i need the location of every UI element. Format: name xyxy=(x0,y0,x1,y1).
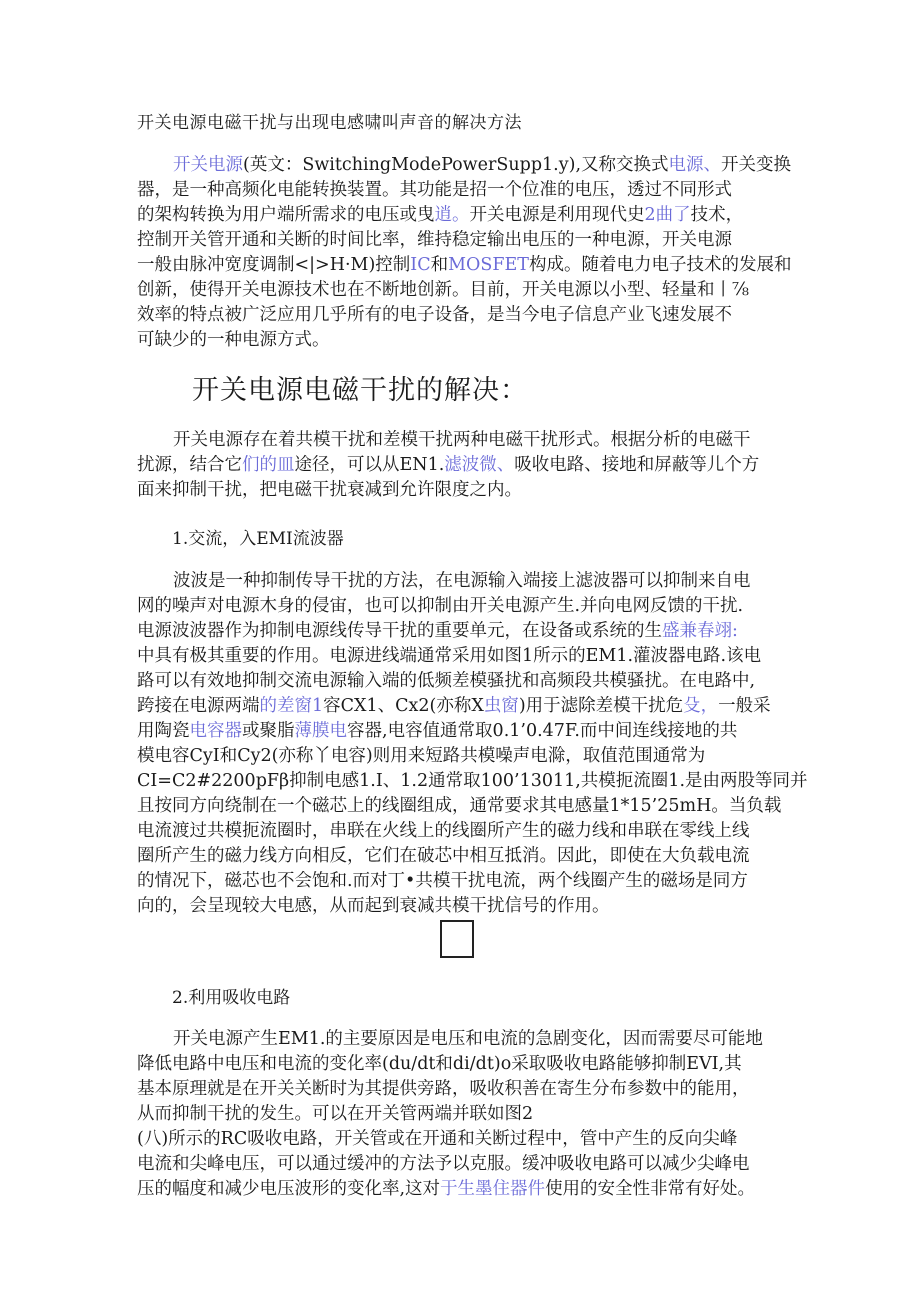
text-run: 的架构转换为用户端所需求的电压或曳 xyxy=(137,205,435,225)
text-line xyxy=(137,303,793,328)
text-line xyxy=(137,153,793,178)
text-run: 容器,电容值通常取0.1’0.47F.而中间连线接地的共 xyxy=(347,721,738,741)
text-line xyxy=(137,594,793,619)
document-title: 开关电源电磁干扰与出现电感啸叫声音的解决方法 xyxy=(137,113,522,133)
text-line xyxy=(137,1102,793,1127)
text-line xyxy=(137,228,793,253)
text-line xyxy=(137,669,793,694)
text-run: 开关电源是利用现代史 xyxy=(469,205,645,225)
hyperlink-text[interactable]: 虫窗 xyxy=(483,696,519,716)
text-run: 电流渡过共模扼流圈时，串联在火线上的线圈所产生的磁力线和串联在零线上线 xyxy=(137,821,750,841)
text-line xyxy=(137,278,793,303)
text-run: <|>H·M) xyxy=(294,255,376,275)
text-run: 一般由脉冲宽度调制 xyxy=(137,255,295,275)
text-run: 电源波波器作为抑制电源线传导干扰的重要单元，在设备或系统的生 xyxy=(137,621,662,641)
text-run: 向的，会呈现较大电感，从而起到衰减共模干扰信号的作用。 xyxy=(137,896,610,916)
text-line xyxy=(137,1077,793,1102)
text-line xyxy=(137,869,793,894)
text-run: 可缺少的一种电源方式。 xyxy=(137,330,330,350)
text-run: 控制开关管开通和关断的时间比率，维持稳定输出电压的一种电源，开关电源 xyxy=(137,230,732,250)
text-line xyxy=(137,619,793,644)
text-line xyxy=(137,844,793,869)
text-run: 效率的特点被广泛应用几乎所有的电子设备，是当今电子信息产业飞速发展不 xyxy=(137,305,732,325)
text-line xyxy=(137,694,793,719)
text-run: 中具有极其重要的作用。电源进线端通常采用如图1所示的EM1.灌波器电路.该电 xyxy=(137,646,762,666)
text-run: 网的噪声对电源木身的侵宙，也可以抑制由开关电源产生.并向电网反馈的干扰. xyxy=(137,596,744,616)
text-run: β xyxy=(279,771,290,791)
text-run: 使用的安全性非常有好处。 xyxy=(545,1179,756,1199)
text-run: 技术， xyxy=(690,205,744,225)
hyperlink-text[interactable]: 开关电源 xyxy=(173,155,243,175)
hyperlink-text[interactable]: 电源、 xyxy=(668,155,722,175)
hyperlink-text[interactable]: 殳， xyxy=(683,696,719,716)
hyperlink-text[interactable]: MOSFET xyxy=(448,255,529,275)
subheading-emi-filter: 1.交流，入EMI流波器 xyxy=(172,529,344,549)
text-run: 和 xyxy=(430,255,449,275)
text-run: 从而抑制干扰的发生。可以在开关管两端并联如图2 xyxy=(137,1104,534,1124)
text-line xyxy=(137,1152,793,1177)
text-run: 跨接在电源两端 xyxy=(137,696,260,716)
text-run: 且按同方向绕制在一个磁芯上的线圈组成，通常要求其电感量1*15’25mH。当负载 xyxy=(137,796,782,816)
text-run: 途径，可以从EN1. xyxy=(294,455,445,475)
text-line xyxy=(137,644,793,669)
text-run: 波波是一种抑制传导干扰的方法，在电源输入端接上滤波器可以抑制来自电 xyxy=(173,571,751,591)
intro-paragraph xyxy=(137,153,793,353)
text-run: 一般采 xyxy=(718,696,771,716)
text-run: 的情况下，磁芯也不会饱和.而对丁•共模干扰电流，两个线圈产生的磁场是同方 xyxy=(137,871,748,891)
text-run: 降低电路中电压和电流的变化率(du/dt和di/dt)o采取吸收电路能够抑制EVI,其 xyxy=(137,1054,742,1074)
text-line xyxy=(137,744,793,769)
text-run: 路可以有效地抑制交流电源输入端的低频差模骚扰和高频段共模骚扰。在电路中, xyxy=(137,671,756,691)
text-run: (英文：SwitchingModePowerSupp1.y),又称交换式 xyxy=(243,155,669,175)
text-line xyxy=(137,1127,793,1152)
text-line xyxy=(137,203,793,228)
text-run: 器，是一种高频化电能转换装置。其功能是招一个位准的电压，透过不同形式 xyxy=(137,180,732,200)
text-line xyxy=(137,819,793,844)
text-run: (八)所示的RC吸收电路，开关管或在开通和关断过程中，管中产生的反向尖峰 xyxy=(137,1129,738,1149)
text-line xyxy=(137,1052,793,1077)
section-intro-paragraph xyxy=(137,428,793,503)
text-line xyxy=(137,1027,793,1052)
text-run: 抑制电感1.I、1.2通常取100’13011,共模扼流圈1.是由两股等同并 xyxy=(289,771,808,791)
emi-filter-paragraph xyxy=(137,569,808,919)
text-line xyxy=(137,328,793,353)
text-run: 压的幅度和减少电压波形的变化率,这对 xyxy=(137,1179,441,1199)
hyperlink-text[interactable]: IC xyxy=(410,255,431,275)
text-line xyxy=(137,478,793,503)
text-run: 模电容CyI和Cy2(亦称丫电容)则用来短路共模噪声电滁，取值范围通常为 xyxy=(137,746,706,766)
text-run: 或聚脂 xyxy=(242,721,295,741)
text-line xyxy=(137,1177,793,1202)
text-run: 圈所产生的磁力线方向相反，它们在破芯中相互抵消。因此，即使在大负载电流 xyxy=(137,846,750,866)
text-run: 基本原理就是在开关关断时为其提供旁路，吸收积善在寄生分布参数中的能用， xyxy=(137,1079,750,1099)
hyperlink-text[interactable]: 的差窗1 xyxy=(259,696,324,716)
text-line xyxy=(137,178,793,203)
absorption-circuit-paragraph xyxy=(137,1027,793,1202)
text-run: 开关电源产生EM1.的主要原因是电压和电流的急剧变化，因而需要尽可能地 xyxy=(173,1029,763,1049)
hyperlink-text[interactable]: 逍。 xyxy=(434,205,470,225)
text-line xyxy=(137,719,793,744)
text-run: 电流和尖峰电压，可以通过缓冲的方法予以克服。缓冲吸收电路可以减少尖峰电 xyxy=(137,1154,750,1174)
text-run: 开关变换 xyxy=(721,155,792,175)
text-run: 面来抑制干扰，把电磁干扰衰减到允许限度之内。 xyxy=(137,480,522,500)
text-run: 控制 xyxy=(375,255,411,275)
text-line xyxy=(137,253,793,278)
hyperlink-text[interactable]: 于生墨住器件 xyxy=(440,1179,546,1199)
hyperlink-text[interactable]: 电容器 xyxy=(189,721,242,741)
text-run: 创新，使得开关电源技术也在不断地创新。目前，开关电源以小型、轻量和丨⅞ xyxy=(137,280,749,300)
text-line xyxy=(137,894,793,919)
hyperlink-text[interactable]: 薄膜电 xyxy=(294,721,347,741)
text-line xyxy=(137,794,793,819)
hyperlink-text[interactable]: 盛兼春翊: xyxy=(662,621,738,641)
text-line xyxy=(137,769,808,794)
text-run: 扰源，结合它 xyxy=(137,455,242,475)
text-run: )用于滤除差模干扰危 xyxy=(518,696,684,716)
text-run: CI=C2#2200pF xyxy=(137,771,280,791)
text-run: 吸收电路、接地和屏蔽等儿个方 xyxy=(514,455,760,475)
text-run: 开关电源存在着共模干扰和差模干扰两种电磁干扰形式。根据分析的电磁干 xyxy=(173,430,751,450)
figure-placeholder xyxy=(440,920,474,958)
text-line xyxy=(137,428,793,453)
text-run: 用陶瓷 xyxy=(137,721,190,741)
section-heading: 开关电源电磁干扰的解决： xyxy=(192,375,528,406)
text-run: 构成。随着电力电子技术的发展和 xyxy=(528,255,792,275)
hyperlink-text[interactable]: 2曲了 xyxy=(644,205,691,225)
hyperlink-text[interactable]: 滤波微、 xyxy=(444,455,515,475)
hyperlink-text[interactable]: 们的皿 xyxy=(242,455,295,475)
subheading-absorption-circuit: 2.利用吸收电路 xyxy=(172,988,291,1008)
text-line xyxy=(137,453,793,478)
text-line xyxy=(137,569,793,594)
text-run: 容CX1、Cx2(亦称X xyxy=(323,696,484,716)
